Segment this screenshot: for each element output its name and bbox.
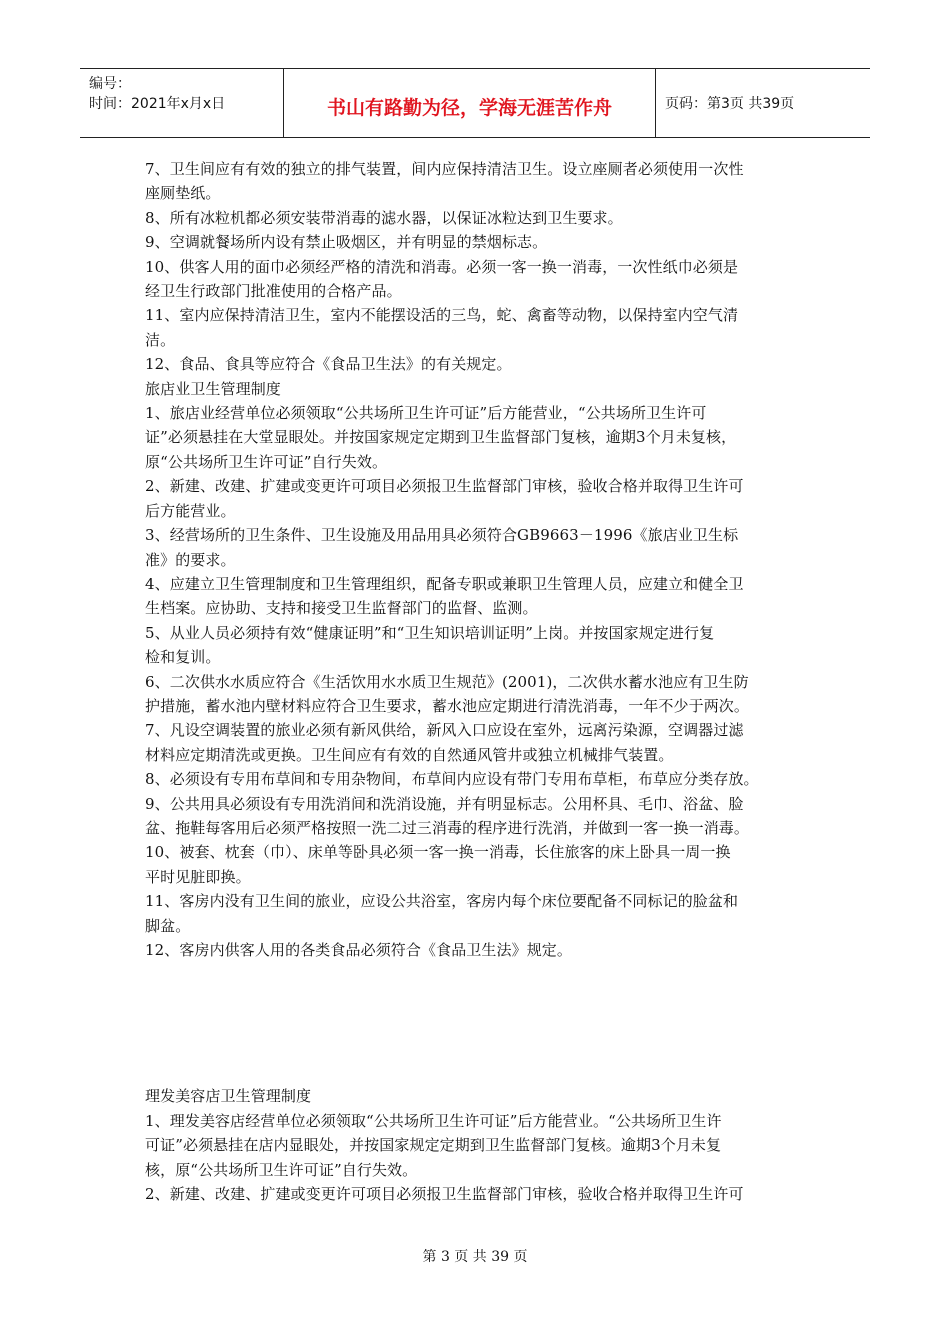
text-line: 10、被套、枕套（巾）、床单等卧具必须一客一换一消毒，长住旅客的床上卧具一周一换 (145, 843, 731, 862)
text-line: 8、必须设有专用布草间和专用杂物间，布草间内应设有带门专用布草柜，布草应分类存放。 (145, 770, 759, 789)
text-line: 经卫生行政部门批准使用的合格产品。 (145, 282, 402, 301)
text-line: 5、从业人员必须持有效“健康证明”和“卫生知识培训证明”上岗。并按国家规定进行复 (145, 623, 715, 642)
text-line: 材料应定期清洗或更换。卫生间应有有效的自然通风管井或独立机械排气装置。 (145, 745, 674, 764)
header-page-label: 页码：第3页 共39页 (665, 96, 795, 112)
text-line: 证”必须悬挂在大堂显眼处。并按国家规定定期到卫生监督部门复核，逾期3个月未复核， (145, 428, 737, 447)
text-line: 11、客房内没有卫生间的旅业，应设公共浴室，客房内每个床位要配备不同标记的脸盆和 (145, 892, 739, 911)
text-line: 护措施，蓄水池内壁材料应符合卫生要求，蓄水池应定期进行清洗消毒，一年不少于两次。 (145, 696, 750, 715)
text-line: 座厕垫纸。 (145, 184, 221, 203)
text-line: 准》的要求。 (145, 550, 236, 569)
text-line: 2、新建、改建、扩建或变更许可项目必须报卫生监督部门审核，验收合格并取得卫生许可 (145, 477, 744, 496)
header-info-cell (80, 69, 284, 137)
text-line: 4、应建立卫生管理制度和卫生管理组织，配备专职或兼职卫生管理人员，应建立和健全卫 (145, 574, 744, 593)
text-line: 生档案。应协助、支持和接受卫生监督部门的监督、监测。 (145, 599, 538, 618)
text-line: 1、理发美容店经营单位必须领取“公共场所卫生许可证”后方能营业。“公共场所卫生许 (145, 1111, 722, 1130)
document-body (145, 157, 821, 1206)
text-line: 后方能营业。 (145, 501, 236, 520)
text-line: 平时见脏即换。 (145, 867, 251, 886)
text-line: 1、旅店业经营单位必须领取“公共场所卫生许可证”后方能营业，“公共场所卫生许可 (145, 404, 707, 423)
document-number-label: 编号： (89, 76, 131, 92)
text-line: 脚盆。 (145, 916, 191, 935)
header-motto: 书山有路勤为径，学海无涯苦作舟 (284, 69, 656, 137)
text-line: 8、所有冰粒机都必须安装带消毒的滤水器，以保证冰粒达到卫生要求。 (145, 208, 623, 227)
section-gap (145, 962, 821, 1084)
text-line: 旅店业卫生管理制度 (145, 379, 281, 398)
text-line: 6、二次供水水质应符合《生活饮用水水质卫生规范》(2001)，二次供水蓄水池应有卫生防 (145, 672, 749, 691)
text-line: 可证”必须悬挂在店内显眼处，并按国家规定定期到卫生监督部门复核。逾期3个月未复 (145, 1136, 722, 1155)
text-line: 9、公共用具必须设有专用洗消间和洗消设施，并有明显标志。公用杯具、毛巾、浴盆、脸 (145, 794, 744, 813)
page-footer: 第 3 页 共 39 页 (422, 1249, 528, 1265)
text-line: 理发美容店卫生管理制度 (145, 1087, 312, 1106)
text-line: 10、供客人用的面巾必须经严格的清洗和消毒。必须一客一换一消毒，一次性纸巾必须是 (145, 257, 739, 276)
text-line: 9、空调就餐场所内设有禁止吸烟区，并有明显的禁烟标志。 (145, 233, 548, 252)
text-line: 盆、拖鞋每客用后必须严格按照一洗二过三消毒的程序进行洗消，并做到一客一换一消毒。 (145, 818, 750, 837)
text-line: 12、食品、食具等应符合《食品卫生法》的有关规定。 (145, 355, 512, 374)
text-line: 3、经营场所的卫生条件、卫生设施及用品用具必须符合GB9663－1996《旅店业卫生标 (145, 526, 739, 545)
text-line: 原“公共场所卫生许可证”自行失效。 (145, 452, 388, 471)
section-top (145, 157, 821, 962)
text-line: 检和复训。 (145, 648, 221, 667)
text-line: 11、室内应保持清洁卫生，室内不能摆设活的三鸟，蛇、禽畜等动物，以保持室内空气清 (145, 306, 739, 325)
section-bottom (145, 1084, 821, 1206)
text-line: 核，原“公共场所卫生许可证”自行失效。 (145, 1160, 418, 1179)
document-time-label: 时间：2021年x月x日 (89, 96, 226, 112)
header-table (80, 68, 870, 138)
text-line: 7、卫生间应有有效的独立的排气装置，间内应保持清洁卫生。设立座厕者必须使用一次性 (145, 160, 744, 178)
text-line: 12、客房内供客人用的各类食品必须符合《食品卫生法》规定。 (145, 941, 572, 959)
text-line: 2、新建、改建、扩建或变更许可项目必须报卫生监督部门审核，验收合格并取得卫生许可 (145, 1185, 744, 1204)
text-line: 7、凡设空调装置的旅业必须有新风供给，新风入口应设在室外，远离污染源，空调器过滤 (145, 721, 744, 740)
text-line: 洁。 (145, 330, 176, 349)
